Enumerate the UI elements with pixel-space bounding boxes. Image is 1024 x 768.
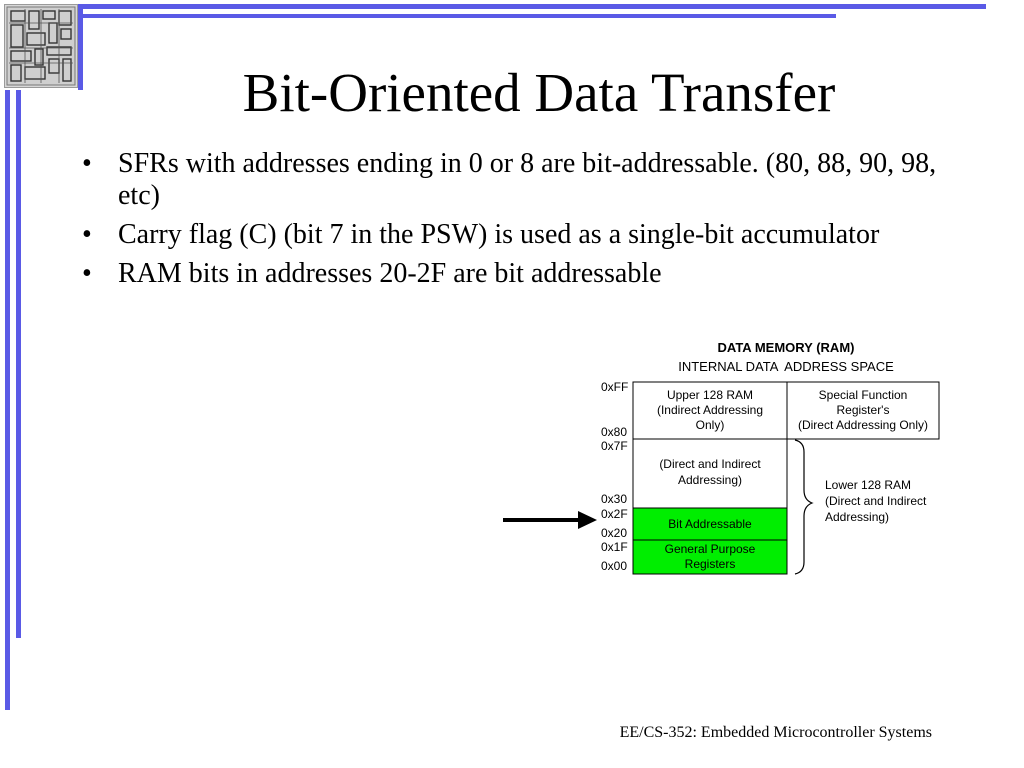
bullet-dot: •	[82, 148, 92, 179]
sfr-line: Special Function	[818, 388, 908, 402]
diagram-subheading: INTERNAL DATA ADDRESS SPACE	[678, 359, 894, 374]
address-label: 0x7F	[601, 439, 628, 453]
address-label: 0x1F	[601, 540, 628, 554]
address-label: 0xFF	[601, 380, 629, 394]
bullet-dot: •	[82, 219, 92, 250]
lower-ram-line: Addressing)	[825, 510, 890, 524]
address-label: 0x30	[601, 492, 628, 506]
upper-ram-line: (Indirect Addressing	[656, 403, 764, 417]
lower-ram-line: Lower 128 RAM	[825, 478, 912, 492]
sfr-line: Register's	[836, 403, 890, 417]
bullet-text: SFRs with addresses ending in 0 or 8 are bit-addressable. (80, 88, 90, 98, etc)	[118, 148, 937, 211]
arrow-right-icon	[503, 511, 597, 529]
bullet-text: RAM bits in addresses 20-2F are bit addressable	[118, 258, 662, 289]
lower-ram-line: (Direct and Indirect	[825, 494, 927, 508]
address-label: 0x20	[601, 526, 628, 540]
upper-ram-line: Upper 128 RAM	[666, 388, 754, 402]
slide-title: Bit-Oriented Data Transfer	[242, 62, 836, 123]
upper-ram-line: Only)	[695, 418, 725, 432]
address-label: 0x2F	[601, 507, 628, 521]
bullet-dot: •	[82, 258, 92, 289]
address-label: 0x00	[601, 559, 628, 573]
direct-indirect-line: (Direct and Indirect	[659, 457, 761, 471]
direct-indirect-line: Addressing)	[677, 473, 743, 487]
slide-footer: EE/CS-352: Embedded Microcontroller Systems	[619, 724, 932, 741]
bullet-text: Carry flag (C) (bit 7 in the PSW) is used as a single-bit accumulator	[118, 219, 880, 250]
sfr-line: (Direct Addressing Only)	[797, 418, 929, 432]
bit-addressable-label: Bit Addressable	[668, 517, 752, 531]
address-label: 0x80	[601, 425, 628, 439]
diagram-heading: DATA MEMORY (RAM)	[717, 340, 855, 355]
general-purpose-line: Registers	[684, 557, 736, 571]
lower-ram-brace	[795, 440, 812, 574]
general-purpose-line: General Purpose	[664, 542, 756, 556]
